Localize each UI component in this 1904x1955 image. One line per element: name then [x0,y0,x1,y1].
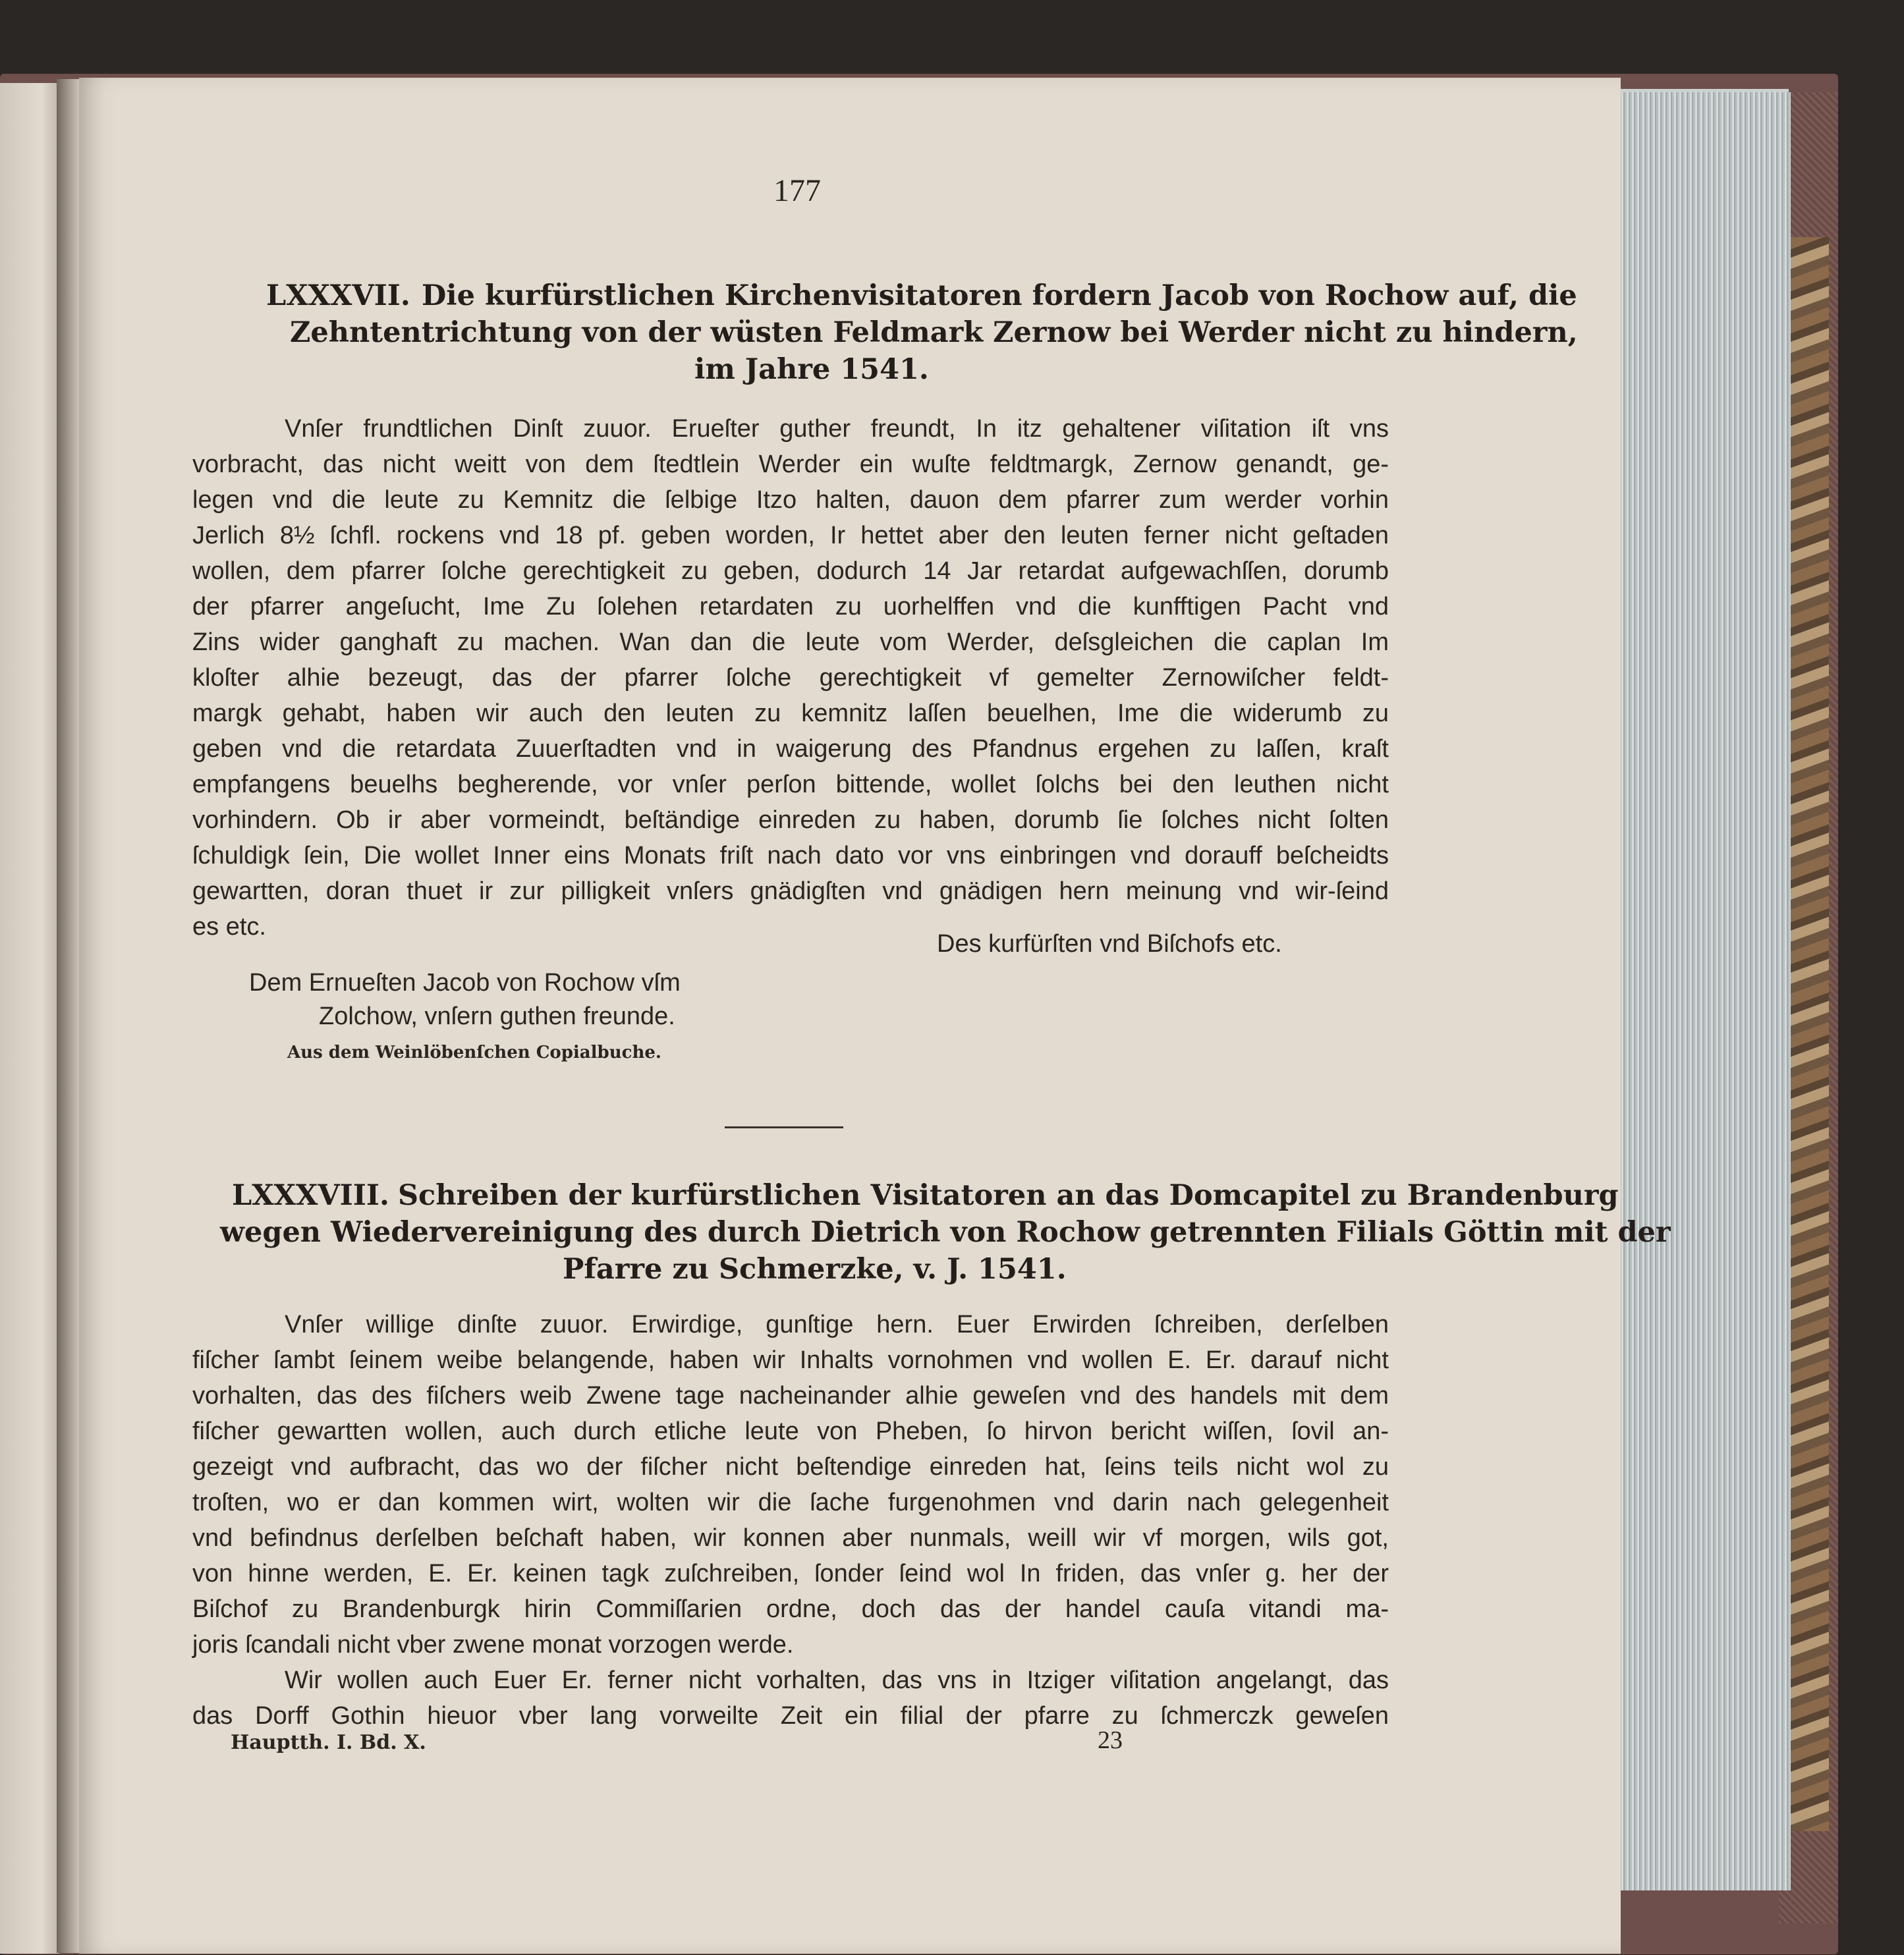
doc2-body-line: von hinne werden, E. Er. keinen tagk zuſchreiben, ſonder ſeind wol In friden, das vnſer g. her der [192,1560,1389,1587]
doc1-title-line: Die kurfürstlichen Kirchenvisitatoren fordern Jacob von Rochow auf, die [422,279,1577,312]
doc1-body-line: legen vnd die leute zu Kemnitz die ſelbige Itzo halten, dauon dem pfarrer zum werder vorhin [192,486,1389,514]
doc1-title-line: Zehntentrichtung von der wüsten Feldmark Zernow bei Werder nicht zu hindern, [290,316,1578,349]
doc1-body-line: margk gehabt, haben wir auch den leuten zu kemnitz laſſen beuelhen, Ime die widerumb zu [192,700,1389,727]
doc2-body-line: vnd befindnus derſelben beſchaft haben, wir konnen aber nunmals, weill wir vf morgen, wils got, [192,1524,1389,1552]
doc1-number: LXXXVII. [266,279,410,312]
doc1-body-line: vorhindern. Ob ir aber vormeindt, beſtändige einreden zu haben, dorumb ſie ſolches nicht ſolten [192,806,1389,834]
doc2-number: LXXXVIII. [232,1179,389,1212]
footer-signature-mark: 23 [1098,1726,1123,1754]
marbled-endpaper [1789,237,1829,1831]
doc2-body [192,1307,1389,1734]
doc1-body-line: Vnſer frundtlichen Dinſt zuuor. Erueſter guther freundt, In itz gehaltener viſitation iſt vns [285,415,1389,443]
doc2-para2-line: Wir wollen auch Euer Er. ferner nicht vorhalten, das vns in Itziger viſitation angelangt, das [285,1666,1389,1694]
doc2-body-line: Biſchof zu Brandenburgk hirin Commiſſarien ordne, doch das der handel cauſa vitandi ma- [192,1595,1389,1623]
doc2-body-line: troſten, wo er dan kommen wirt, wolten wir die ſache furgenohmen vnd darin nach gelegenheit [192,1489,1389,1516]
doc2-para2-line: das Dorff Gothin hieuor vber lang vorweilte Zeit ein filial der pfarre zu ſchmerczk geweſen [192,1702,1389,1730]
doc2-title-line: wegen Wiedervereinigung des durch Dietrich von Rochow getrennten Filials Göttin mit der [220,1216,1671,1249]
left-page-edge [0,83,59,1954]
page-number: 177 [773,173,821,208]
doc1-body-line: geben vnd die retardata Zuuerſtadten vnd in waigerung des Pfandnus ergehen zu laſſen, kraſt [192,735,1389,763]
doc1-address-line: Zolchow, vnſern guthen freunde. [319,1003,675,1030]
doc2-body-line: Vnſer willige dinſte zuuor. Erwirdige, gunſtige hern. Euer Erwirden ſchreiben, derſelben [285,1311,1389,1338]
doc1-body-line: gewartten, doran thuet ir zur pilligkeit vnſers gnädigſten vnd gnädigen hern meinung vnd wir-ſeind [192,877,1389,905]
doc1-body-line: wollen, dem pfarrer ſolche gerechtigkeit zu geben, dodurch 14 Jar retardat aufgewachſſen, dorumb [192,557,1389,585]
footer-volume: Hauptth. I. Bd. X. [231,1731,426,1754]
doc1-signature: Des kurfürſten vnd Biſchofs etc. [937,930,1282,958]
doc1-body-line: Jerlich 8½ ſchfl. rockens vnd 18 pf. geben worden, Ir hettet aber den leuten ferner nicht geſtaden [192,522,1389,549]
doc1-source-note: Aus dem Weinlöbenſchen Copialbuche. [287,1043,661,1062]
doc2-body-line: vorhalten, das des fiſchers weib Zwene tage nacheinander alhie geweſen vnd des handels mit dem [192,1382,1389,1410]
doc2-title-line: Pfarre zu Schmerzke, v. J. 1541. [563,1253,1067,1286]
doc1-body-last-line: es etc. [192,913,266,941]
doc1-body-line: der pfarrer angeſucht, Ime Zu ſolehen retardaten zu uorhelffen vnd die kunfftigen Pacht vnd [192,593,1389,620]
doc1-address-line: Dem Ernueſten Jacob von Rochow vſm [249,969,681,997]
doc2-body-line: fiſcher ſambt ſeinem weibe belangende, haben wir Inhalts vornohmen vnd wollen E. Er. darauf nicht [192,1346,1389,1374]
doc2-body-line: gezeigt vnd aufbracht, das wo der fiſcher nicht beſtendige einreden hat, ſeins teils nicht wol zu [192,1453,1389,1481]
doc1-title-line: im Jahre 1541. [694,353,929,386]
doc1-body-line: ſchuldigk ſein, Die wollet Inner eins Monats friſt nach dato vor vns einbringen vnd dorauff beſcheidts [192,842,1389,869]
doc1-body-line: empfangens beuelhs begherende, vor vnſer perſon bittende, wollet ſolchs bei den leuthen nicht [192,771,1389,798]
page-edges [1617,92,1791,1890]
doc2-title-line: Schreiben der kurfürstlichen Visitatoren an das Domcapitel zu Brandenburg [398,1179,1619,1212]
section-divider [725,1126,843,1128]
doc1-body-line: vorbracht, das nicht weitt von dem ſtedtlein Werder ein wuſte feldtmargk, Zernow genandt, ge- [192,451,1389,478]
doc1-body-line: kloſter alhie bezeugt, das der pfarrer ſolche gerechtigkeit vf gemelter Zernowiſcher feldt- [192,664,1389,692]
doc2-body-last-line: joris ſcandali nicht vber zwene monat vorzogen werde. [192,1631,794,1659]
doc1-body-line: Zins wider ganghaft zu machen. Wan dan die leute vom Werder, deſsgleichen die caplan Im [192,628,1389,656]
doc1-body [192,411,1389,945]
doc2-body-line: fiſcher gewartten wollen, auch durch etliche leute von Pheben, ſo hirvon bericht wiſſen, ſovil an- [192,1418,1389,1445]
